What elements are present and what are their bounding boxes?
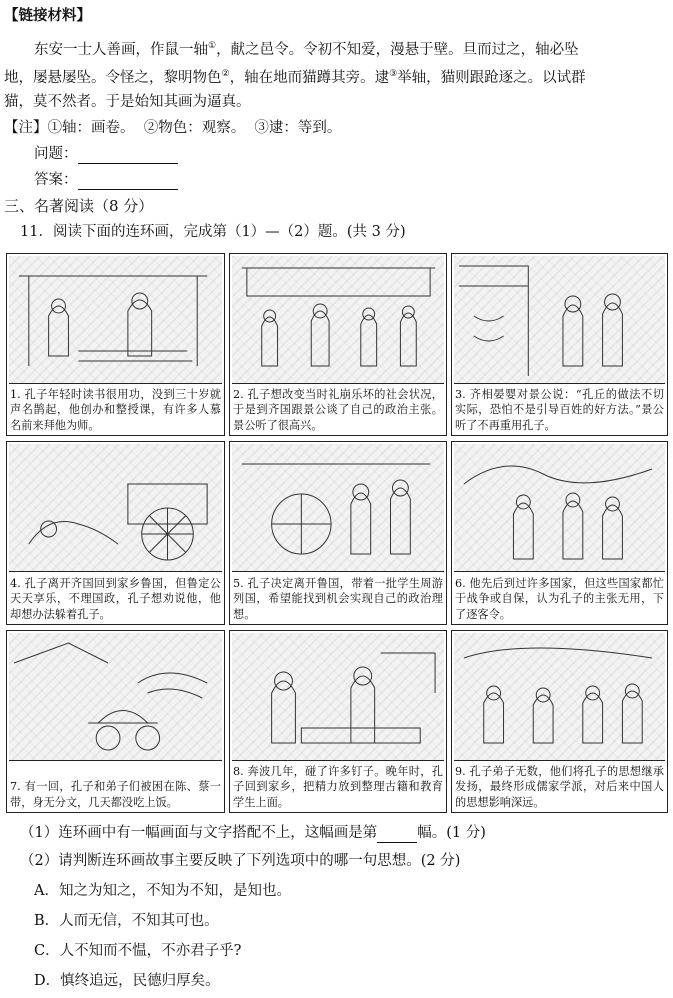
- sub-question-1: [20, 823, 486, 843]
- question-11: 11．阅读下面的连环画，完成第（1）—（2）题。(共 3 分): [20, 224, 406, 240]
- material-line-2: [4, 64, 586, 88]
- panel-caption: 6. 他先后到过许多国家，但这些国家都忙于战争或自保，认为孔子的主张无用，下了逐客令。: [455, 576, 664, 621]
- answer-label: 答案：: [34, 172, 78, 188]
- panel-caption: 7. 有一回，孔子和弟子们被困在陈、蔡一带，身无分文，几天都没吃上饭。: [10, 780, 221, 809]
- question-field: [34, 144, 178, 164]
- panel-illustration: [454, 633, 665, 761]
- panel-illustration: [232, 256, 444, 384]
- footnote-mark: ③: [389, 69, 398, 79]
- comic-panel-4: [6, 441, 225, 625]
- answer-blank[interactable]: [78, 175, 178, 190]
- question-label: 问题：: [34, 146, 78, 162]
- material-text: 举轴，猫则跟跄逐之。以试群: [397, 69, 586, 86]
- comic-panel-1: [6, 253, 225, 436]
- panel-illustration: [454, 256, 665, 384]
- panel-number-blank[interactable]: [377, 828, 417, 843]
- panel-illustration: [232, 444, 444, 572]
- option-d[interactable]: D．慎终追远，民德归厚矣。: [34, 973, 220, 989]
- comic-panel-5: [229, 441, 447, 625]
- panel-caption: 8. 奔波几年，碰了许多钉子。晚年时，孔子回到家乡，把精力放到整理古籍和教育学生上面。: [233, 764, 443, 809]
- question-blank[interactable]: [78, 149, 178, 164]
- footnote-mark: ②: [221, 69, 230, 79]
- panel-caption: 5. 孔子决定离开鲁国，带着一批学生周游列国，希望能找到机会实现自己的政治理想。: [233, 576, 443, 621]
- panel-caption: 4. 孔子离开齐国回到家乡鲁国，但鲁定公天天享乐，不理国政，孔子想劝说他，他却想办法躲着孔子。: [10, 576, 221, 621]
- panel-illustration: [9, 444, 222, 572]
- link-material-heading: 【链接材料】: [4, 8, 91, 24]
- sub-question-1-text: （1）连环画中有一幅画面与文字搭配不上，这幅画是第: [20, 825, 378, 841]
- section-title: 三、名著阅读（8 分）: [4, 197, 154, 215]
- panel-illustration: [9, 256, 222, 384]
- comic-panel-2: [229, 253, 447, 436]
- panel-caption: 9. 孔子弟子无数，他们将孔子的思想继承发扬，最终形成儒家学派，对后来中国人的思想影响深远。: [455, 764, 664, 809]
- material-text: 地，屡悬屡坠。令怪之，黎明物色: [4, 69, 222, 86]
- sub-question-2: （2）请判断连环画故事主要反映了下列选项中的哪一句思想。(2 分): [20, 853, 461, 869]
- footnote-mark: ①: [208, 41, 217, 51]
- annotation-note: 【注】①轴：画卷。 ②物色：观察。 ③逮：等到。: [4, 120, 342, 136]
- material-text: 东安一士人善画，作鼠一轴: [34, 41, 208, 58]
- option-c[interactable]: C．人不知而不愠，不亦君子乎?: [34, 943, 242, 959]
- comic-panel-6: [451, 441, 668, 625]
- sub-question-1-tail: 幅。(1 分): [417, 825, 486, 841]
- panel-illustration: [454, 444, 665, 572]
- panel-illustration: [232, 633, 444, 761]
- option-a[interactable]: A．知之为知之，不知为不知，是知也。: [34, 883, 291, 899]
- comic-panel-3: [451, 253, 668, 436]
- panel-caption: 2. 孔子想改变当时礼崩乐坏的社会状况，于是到齐国跟景公谈了自己的政治主张。景公听了很高兴。: [233, 387, 443, 432]
- panel-illustration: [9, 633, 222, 761]
- material-text: ，轴在地而猫蹲其旁。逮: [229, 69, 390, 86]
- comic-panel-8: [229, 630, 447, 813]
- material-text: ，献之邑令。令初不知爱，漫悬于壁。旦而过之，轴必坠: [216, 41, 579, 58]
- option-b[interactable]: B．人而无信，不知其可也。: [34, 913, 219, 929]
- material-line-3: 猫，莫不然者。于是始知其画为逼真。: [4, 94, 251, 110]
- comic-panel-9: [451, 630, 668, 813]
- panel-caption: 3. 齐相晏婴对景公说：“孔丘的做法不切实际，恐怕不是引导百姓的好方法。”景公听了不再重用孔子。: [455, 387, 664, 432]
- answer-field: [34, 170, 178, 190]
- comic-panel-7: [6, 630, 225, 813]
- material-line-1: [34, 36, 579, 60]
- panel-caption: 1. 孔子年轻时读书很用功，没到三十岁就声名鹊起，他创办和整授课，有许多人慕名前来拜他为师。: [10, 387, 221, 432]
